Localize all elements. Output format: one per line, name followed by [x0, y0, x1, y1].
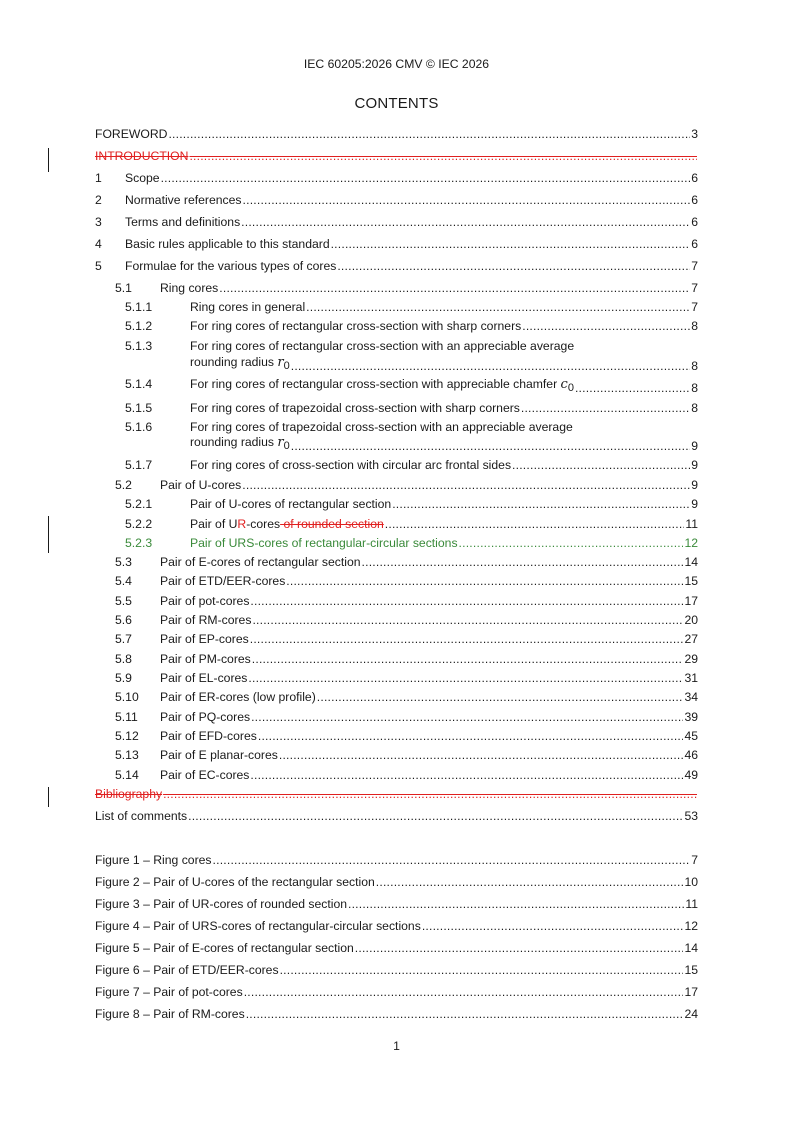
toc-section-number: 5.10: [115, 690, 139, 704]
toc-entry-label: Pair of ER-cores (low profile): [160, 690, 316, 704]
toc-entry-label: Pair of E planar-cores: [160, 748, 278, 762]
toc-entry-u-cores[interactable]: [95, 478, 698, 493]
toc-entry-ep-cores[interactable]: [95, 632, 698, 647]
figure-entry-label: Figure 8 – Pair of RM-cores: [95, 1007, 245, 1021]
toc-entry-label: Pair of PM-cores: [160, 652, 251, 666]
toc-leader: [280, 963, 684, 978]
toc-entry-label: Pair of URS-cores of rectangular-circular sections: [190, 536, 458, 550]
toc-page-number: 7: [691, 259, 698, 273]
label-part: Pair of U: [190, 517, 238, 531]
toc-page-number: 46: [684, 748, 698, 762]
toc-page-number: 14: [684, 555, 698, 569]
toc-entry-label-text: For ring cores of rectangular cross-section with appreciable chamfer: [190, 377, 558, 391]
toc-entry-label-line1: For ring cores of rectangular cross-section with an appreciable average: [190, 339, 575, 353]
toc-leader: [242, 478, 690, 493]
toc-page-number: 6: [691, 171, 698, 185]
figure-page-number: 7: [691, 853, 698, 867]
toc-entry-label: Pair of ETD/EER-cores: [160, 574, 286, 588]
toc-leader: [252, 652, 684, 667]
toc-section-number: 5.3: [115, 555, 132, 569]
toc-entry-efd-cores[interactable]: [95, 729, 698, 744]
toc-section-number: 5.1.5: [125, 401, 153, 415]
toc-leader: [258, 729, 684, 744]
toc-page-number: 53: [684, 809, 698, 823]
toc-leader: [279, 748, 684, 763]
toc-entry-el-cores[interactable]: [95, 671, 698, 686]
variable-c: c: [560, 377, 568, 392]
toc-section-number: 5.2.2: [125, 517, 153, 531]
figure-entry-label: Figure 2 – Pair of U-cores of the rectangular section: [95, 875, 375, 889]
toc-entry-label: Pair of E-cores of rectangular section: [160, 555, 361, 569]
figure-entry[interactable]: [95, 963, 698, 978]
toc-entry-label: Scope: [125, 171, 160, 185]
toc-page-number: 9: [691, 478, 698, 492]
inserted-text: R: [237, 517, 247, 531]
toc-entry-terms-definitions[interactable]: [95, 215, 698, 230]
toc-entry-er-cores[interactable]: [95, 690, 698, 705]
toc-entry-ec-cores[interactable]: [95, 768, 698, 783]
toc-entry-ring-rect-chamfer[interactable]: [95, 377, 698, 396]
toc-entry-label: List of comments: [95, 809, 188, 823]
toc-page-number: 6: [691, 193, 698, 207]
toc-entry-label: Pair of EL-cores: [160, 671, 248, 685]
toc-leader: [163, 787, 697, 802]
toc-page-number: 27: [684, 632, 698, 646]
toc-entry-label: Pair of EFD-cores: [160, 729, 257, 743]
toc-entry-etd-eer-cores[interactable]: [95, 574, 698, 589]
toc-entry-ring-circular-arc[interactable]: [95, 458, 698, 473]
toc-entry-label: INTRODUCTION: [95, 149, 189, 163]
toc-entry-label-text: rounding radius: [190, 355, 275, 369]
toc-leader: [362, 555, 684, 570]
change-bar: [48, 516, 49, 553]
toc-section-number: 5.1.2: [125, 319, 153, 333]
toc-section-number: 5.1: [115, 281, 132, 295]
toc-leader: [219, 281, 690, 296]
figure-page-number: 15: [684, 963, 698, 977]
figure-entry-label: Figure 3 – Pair of UR-cores of rounded section: [95, 897, 347, 911]
toc-entry-list-of-comments[interactable]: [95, 809, 698, 824]
toc-section-number: 5.2.1: [125, 497, 153, 511]
toc-section-number: 3: [95, 215, 102, 229]
toc-section-number: 4: [95, 237, 102, 251]
toc-leader: [213, 853, 691, 868]
toc-entry-foreword[interactable]: [95, 127, 698, 142]
toc-entry-ring-rect-rounding[interactable]: [95, 339, 698, 354]
toc-entry-e-cores[interactable]: [95, 555, 698, 570]
toc-page-number: 8: [691, 401, 698, 415]
figure-entry[interactable]: [95, 853, 698, 868]
toc-entry-label: Ring cores: [160, 281, 219, 295]
toc-entry-ring-cores-general[interactable]: [95, 300, 698, 315]
toc-page-number: 45: [684, 729, 698, 743]
toc-leader: [512, 458, 690, 473]
figure-entry-label: Figure 7 – Pair of pot-cores: [95, 985, 243, 999]
toc-entry-label: Normative references: [125, 193, 242, 207]
toc-leader: [459, 536, 684, 551]
toc-leader: [189, 149, 697, 164]
toc-page-number: 31: [684, 671, 698, 685]
toc-section-number: 5.2.3: [125, 536, 153, 550]
figure-page-number: 14: [684, 941, 698, 955]
change-bar: [48, 148, 49, 172]
toc-leader: [252, 613, 683, 628]
toc-entry-label-text: rounding radius: [190, 435, 275, 449]
toc-section-number: 5.1.3: [125, 339, 153, 353]
toc-page-number: 17: [684, 594, 698, 608]
toc-leader: [161, 171, 691, 186]
toc-entry-bibliography-deleted[interactable]: [95, 787, 698, 802]
toc-entry-label: Basic rules applicable to this standard: [125, 237, 330, 251]
toc-section-number: 5.1.4: [125, 377, 153, 391]
toc-entry-label: Pair of PQ-cores: [160, 710, 251, 724]
toc-page-number: 49: [684, 768, 698, 782]
toc-section-number: 1: [95, 171, 102, 185]
change-bar: [48, 787, 49, 807]
toc-entry-ring-trap-rounding[interactable]: [95, 420, 698, 435]
figure-entry-label: Figure 6 – Pair of ETD/EER-cores: [95, 963, 279, 977]
toc-entry-pm-cores[interactable]: [95, 652, 698, 667]
toc-section-number: 5: [95, 259, 102, 273]
figure-entry[interactable]: [95, 941, 698, 956]
toc-entry-rm-cores[interactable]: [95, 613, 698, 628]
deleted-text: of rounded section: [280, 517, 384, 531]
toc-entry-label: For ring cores of trapezoidal cross-section with sharp corners: [190, 401, 520, 415]
figure-entry[interactable]: [95, 1007, 698, 1022]
toc-entry-label: Formulae for the various types of cores: [125, 259, 337, 273]
toc-section-number: 5.11: [115, 710, 138, 724]
toc-entry-pot-cores[interactable]: [95, 594, 698, 609]
toc-entry-label-line1: For ring cores of trapezoidal cross-section with an appreciable average: [190, 420, 573, 434]
toc-page-number: 8: [691, 319, 698, 333]
figure-entry[interactable]: [95, 985, 698, 1000]
toc-entry-ring-trap-rounding-cont[interactable]: [95, 435, 698, 454]
toc-leader: [291, 439, 690, 454]
toc-leader: [241, 215, 690, 230]
toc-leader: [291, 359, 690, 374]
toc-section-number: 5.8: [115, 652, 132, 666]
toc-entry-u-cores-rect[interactable]: [95, 497, 698, 512]
toc-entry-label-line2: [95, 355, 290, 374]
toc-entry-label-line2: [95, 435, 290, 454]
toc-leader: [250, 768, 683, 783]
figure-page-number: 10: [684, 875, 698, 889]
toc-entry-label: [95, 377, 574, 396]
toc-entry-urs-cores-inserted[interactable]: [95, 536, 698, 551]
subscript-0: 0: [283, 440, 290, 452]
toc-leader: [306, 300, 690, 315]
toc-page-number: 20: [684, 613, 698, 627]
toc-leader: [522, 319, 690, 334]
toc-section-number: 5.13: [115, 748, 139, 762]
toc-section-number: 5.12: [115, 729, 139, 743]
label-part: -cores: [246, 517, 281, 531]
toc-entry-ring-rect-rounding-cont[interactable]: [95, 355, 698, 374]
toc-leader: [244, 985, 684, 1000]
figure-entry-label: Figure 5 – Pair of E-cores of rectangular section: [95, 941, 354, 955]
toc-leader: [422, 919, 684, 934]
toc-section-number: 5.1.6: [125, 420, 153, 434]
toc-entry-label: Ring cores in general: [190, 300, 306, 314]
toc-leader: [348, 897, 684, 912]
toc-leader: [250, 632, 684, 647]
variable-r: r: [277, 435, 284, 450]
toc-leader: [317, 690, 684, 705]
toc-section-number: 5.5: [115, 594, 132, 608]
toc-leader: [286, 574, 683, 589]
figure-entry[interactable]: [95, 875, 698, 890]
toc-entry-ur-cores[interactable]: [95, 517, 698, 532]
toc-entry-label: Bibliography: [95, 787, 163, 801]
toc-leader: [250, 594, 683, 609]
toc-page-number: 9: [691, 439, 698, 453]
subscript-0: 0: [283, 360, 290, 372]
toc-page-number: 6: [691, 237, 698, 251]
toc-entry-formulae[interactable]: [95, 259, 698, 274]
toc-page-number: 12: [684, 536, 698, 550]
toc-leader: [337, 259, 690, 274]
toc-section-number: 5.14: [115, 768, 139, 782]
document-header: IEC 60205:2026 CMV © IEC 2026: [303, 57, 490, 71]
toc-page-number: 15: [684, 574, 698, 588]
toc-entry-ring-trap-sharp[interactable]: [95, 401, 698, 416]
toc-page-number: 39: [684, 710, 698, 724]
page-title: CONTENTS: [354, 95, 439, 112]
toc-leader: [521, 401, 690, 416]
toc-leader: [246, 1007, 684, 1022]
toc-leader: [376, 875, 684, 890]
toc-section-number: 2: [95, 193, 102, 207]
figure-entry[interactable]: [95, 897, 698, 912]
toc-page-number: 9: [691, 497, 698, 511]
figure-page-number: 17: [684, 985, 698, 999]
toc-leader: [168, 127, 690, 142]
toc-entry-label: For ring cores of cross-section with circular arc frontal sides: [190, 458, 512, 472]
toc-entry-label: For ring cores of rectangular cross-section with sharp corners: [190, 319, 522, 333]
toc-entry-label: Pair of U-cores: [160, 478, 242, 492]
variable-r: r: [277, 355, 284, 370]
toc-page-number: 3: [691, 127, 698, 141]
toc-entry-label: FOREWORD: [95, 127, 168, 141]
toc-entry-normative-references[interactable]: [95, 193, 698, 208]
toc-entry-scope[interactable]: [95, 171, 698, 186]
toc-page-number: 7: [691, 300, 698, 314]
toc-section-number: 5.9: [115, 671, 132, 685]
figure-page-number: 24: [684, 1007, 698, 1021]
toc-leader: [575, 381, 690, 396]
toc-leader: [355, 941, 684, 956]
toc-leader: [392, 497, 690, 512]
toc-leader: [248, 671, 683, 686]
toc-page-number: 29: [684, 652, 698, 666]
toc-entry-label: Pair of pot-cores: [160, 594, 250, 608]
toc-page-number: 9: [691, 458, 698, 472]
toc-page-number: 11: [685, 517, 698, 531]
toc-entry-label: Pair of U-cores of rectangular section: [190, 497, 392, 511]
toc-entry-basic-rules[interactable]: [95, 237, 698, 252]
toc-page-number: 8: [691, 359, 698, 373]
subscript-0: 0: [567, 382, 574, 394]
figure-page-number: 12: [684, 919, 698, 933]
toc-page-number: 7: [691, 281, 698, 295]
figure-entry-label: Figure 1 – Ring cores: [95, 853, 212, 867]
toc-section-number: 5.1.1: [125, 300, 153, 314]
toc-leader: [251, 710, 683, 725]
figure-page-number: 11: [685, 897, 698, 911]
toc-page-number: 34: [684, 690, 698, 704]
toc-page-number: 6: [691, 215, 698, 229]
toc-entry-ring-cores[interactable]: [95, 281, 698, 296]
toc-entry-ring-rect-sharp[interactable]: [95, 319, 698, 334]
toc-entry-label: Terms and definitions: [125, 215, 241, 229]
toc-entry-label: Pair of RM-cores: [160, 613, 252, 627]
toc-page-number: 8: [691, 381, 698, 395]
toc-section-number: 5.1.7: [125, 458, 153, 472]
toc-entry-pq-cores[interactable]: [95, 710, 698, 725]
toc-entry-e-planar-cores[interactable]: [95, 748, 698, 763]
toc-leader: [188, 809, 683, 824]
figure-entry-label: Figure 4 – Pair of URS-cores of rectangular-circular sections: [95, 919, 421, 933]
toc-section-number: 5.4: [115, 574, 132, 588]
toc-section-number: 5.2: [115, 478, 132, 492]
toc-leader: [331, 237, 691, 252]
toc-section-number: 5.7: [115, 632, 132, 646]
toc-leader: [385, 517, 685, 532]
toc-leader: [243, 193, 691, 208]
toc-entry-label: Pair of EP-cores: [160, 632, 249, 646]
toc-entry-label: Pair of EC-cores: [160, 768, 250, 782]
page-number-footer: 1: [393, 1039, 400, 1053]
toc-entry-introduction-deleted[interactable]: [95, 149, 698, 164]
toc-section-number: 5.6: [115, 613, 132, 627]
figure-entry[interactable]: [95, 919, 698, 934]
